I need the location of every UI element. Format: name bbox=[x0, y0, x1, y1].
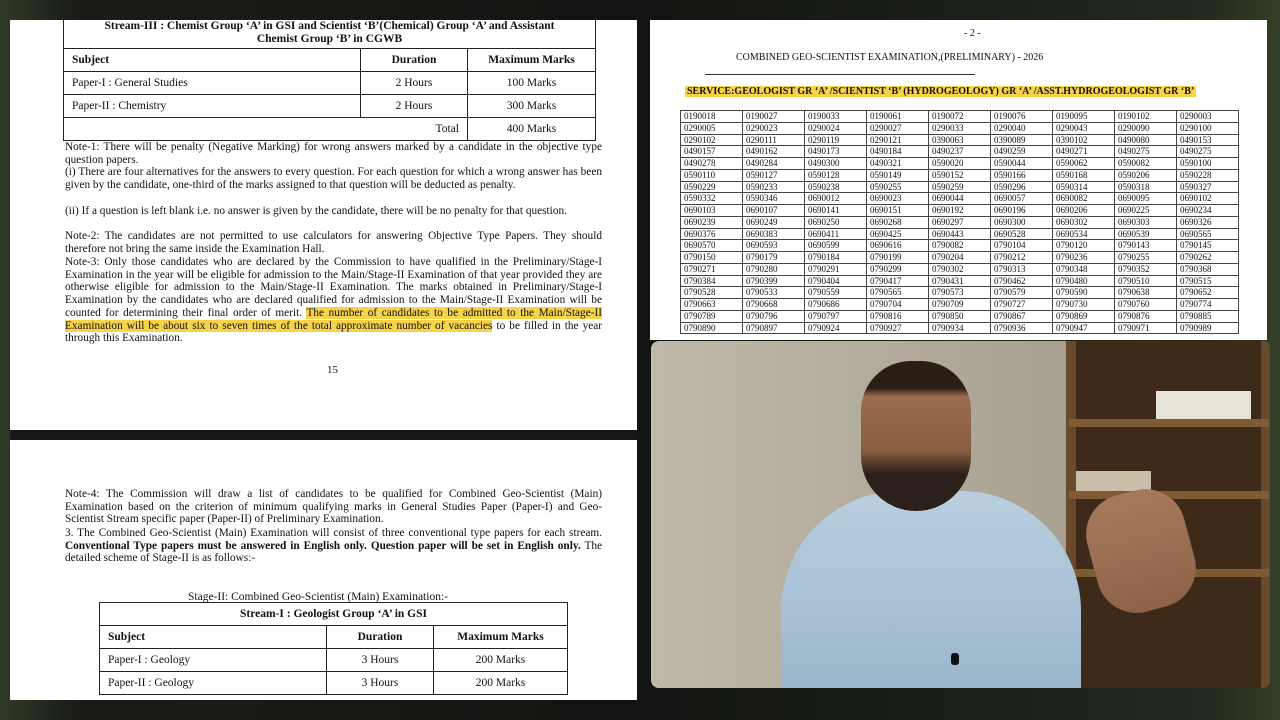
stream3-table bbox=[63, 20, 596, 141]
roll-number-cell: 0690250 bbox=[805, 216, 867, 228]
roll-number-cell: 0490259 bbox=[991, 146, 1053, 158]
roll-number-cell: 0790559 bbox=[805, 287, 867, 299]
roll-number-cell: 0790936 bbox=[991, 322, 1053, 334]
roll-number-cell: 0790876 bbox=[1115, 310, 1177, 322]
point-3 bbox=[65, 527, 602, 565]
roll-number-cell: 0790348 bbox=[1053, 263, 1115, 275]
roll-number-cell: 0790271 bbox=[681, 263, 743, 275]
table-row bbox=[681, 134, 1239, 146]
roll-number-cell: 0590228 bbox=[1177, 169, 1239, 181]
roll-number-cell: 0790515 bbox=[1177, 275, 1239, 287]
marks-cell: 100 Marks bbox=[468, 72, 596, 95]
roll-number-cell: 0790145 bbox=[1177, 240, 1239, 252]
roll-number-cell: 0590296 bbox=[991, 181, 1053, 193]
roll-number-cell: 0790417 bbox=[867, 275, 929, 287]
note-1: Note-1: There will be penalty (Negative Marking) for wrong answers marked by a candidate in the objective type question papers. bbox=[65, 141, 602, 166]
roll-number-cell: 0790789 bbox=[681, 310, 743, 322]
roll-number-cell: 0790760 bbox=[1115, 299, 1177, 311]
roll-number-cell: 0790262 bbox=[1177, 252, 1239, 264]
roll-number-cell: 0790082 bbox=[929, 240, 991, 252]
roll-number-cell: 0290102 bbox=[681, 134, 743, 146]
service-line: SERVICE:GEOLOGIST GR ‘A’ /SCIENTIST ‘B’ (HYDROGEOLOGY) GR ‘A’ /ASST.HYDROGEOLOGIST GR ‘B’ bbox=[687, 86, 1195, 97]
roll-number-cell: 0290027 bbox=[867, 122, 929, 134]
roll-number-cell: 0790774 bbox=[1177, 299, 1239, 311]
roll-number-cell: 0790934 bbox=[929, 322, 991, 334]
roll-number-cell: 0790890 bbox=[681, 322, 743, 334]
roll-number-cell: 0590128 bbox=[805, 169, 867, 181]
roll-number-cell: 0790709 bbox=[929, 299, 991, 311]
table-row bbox=[681, 146, 1239, 158]
roll-number-cell: 0790384 bbox=[681, 275, 743, 287]
duration-cell: 2 Hours bbox=[361, 95, 468, 118]
roll-number-cell: 0790638 bbox=[1115, 287, 1177, 299]
roll-number-cell: 0690534 bbox=[1053, 228, 1115, 240]
roll-number-cell: 0790236 bbox=[1053, 252, 1115, 264]
total-label: Total bbox=[64, 118, 468, 141]
subject-cell: Paper-I : General Studies bbox=[64, 72, 361, 95]
roll-number-cell: 0690565 bbox=[1177, 228, 1239, 240]
title-rule bbox=[705, 74, 975, 75]
roll-number-cell: 0790255 bbox=[1115, 252, 1177, 264]
note-4: Note-4: The Commission will draw a list of candidates to be qualified for Combined Geo-Scientist (Main) Examination based on the criterion of minimum qualifying marks in General Studies Paper (Paper-I) and Geo-Scientist Stream specific paper (Paper-II) of Preliminary Examination. bbox=[65, 488, 602, 526]
roll-number-cell: 0490237 bbox=[929, 146, 991, 158]
stream3-title-line2: Chemist Group ‘B’ in CGWB bbox=[256, 33, 403, 45]
roll-number-cell: 0790104 bbox=[991, 240, 1053, 252]
roll-number-cell: 0690141 bbox=[805, 205, 867, 217]
stream3-title: Stream-III : Chemist Group ‘A’ in GSI and Scientist ‘B’(Chemical) Group ‘A’ and Assistant bbox=[104, 20, 555, 32]
roll-number-cell: 0590238 bbox=[805, 181, 867, 193]
roll-number-cell: 0790399 bbox=[743, 275, 805, 287]
roll-number-cell: 0690268 bbox=[867, 216, 929, 228]
roll-number-cell: 0790686 bbox=[805, 299, 867, 311]
stage2-heading: Stage-II: Combined Geo-Scientist (Main) Examination:- bbox=[188, 591, 448, 603]
roll-number-cell: 0790797 bbox=[805, 310, 867, 322]
roll-number-cell: 0790431 bbox=[929, 275, 991, 287]
page-divider bbox=[10, 430, 637, 440]
roll-number-cell: 0590020 bbox=[929, 158, 991, 170]
roll-number-cell: 0690023 bbox=[867, 193, 929, 205]
roll-number-cell: 0690300 bbox=[991, 216, 1053, 228]
roll-number-cell: 0590062 bbox=[1053, 158, 1115, 170]
roll-number-cell: 0390102 bbox=[1053, 134, 1115, 146]
subject-cell: Paper-II : Chemistry bbox=[64, 95, 361, 118]
presenter-torso bbox=[781, 491, 1081, 688]
roll-number-cell: 0790897 bbox=[743, 322, 805, 334]
total-row bbox=[64, 118, 596, 141]
roll-number-cell: 0790179 bbox=[743, 252, 805, 264]
clip-mic-icon bbox=[951, 653, 959, 665]
header-max-marks: Maximum Marks bbox=[468, 49, 596, 72]
roll-number-cell: 0690302 bbox=[1053, 216, 1115, 228]
roll-number-cell: 0490278 bbox=[681, 158, 743, 170]
roll-number-cell: 0290024 bbox=[805, 122, 867, 134]
roll-number-cell: 0490284 bbox=[743, 158, 805, 170]
point-3-tail: The detailed scheme of Stage-II is as follows:- bbox=[65, 539, 603, 565]
roll-number-cell: 0490162 bbox=[743, 146, 805, 158]
note-2: Note-2: The candidates are not permitted to use calculators for answering Objective Type Papers. They should therefore not bring the same inside the Examination Hall. bbox=[65, 230, 602, 255]
roll-number-cell: 0790816 bbox=[867, 310, 929, 322]
roll-number-cell: 0690411 bbox=[805, 228, 867, 240]
roll-number-cell: 0790199 bbox=[867, 252, 929, 264]
roll-number-cell: 0190027 bbox=[743, 111, 805, 123]
stream3-title-cell bbox=[64, 20, 596, 49]
roll-number-cell: 0590229 bbox=[681, 181, 743, 193]
roll-number-cell: 0690102 bbox=[1177, 193, 1239, 205]
table-row bbox=[681, 158, 1239, 170]
roll-number-cell: 0590127 bbox=[743, 169, 805, 181]
roll-number-cell: 0590082 bbox=[1115, 158, 1177, 170]
roll-number-cell: 0790120 bbox=[1053, 240, 1115, 252]
table-row bbox=[681, 287, 1239, 299]
roll-number-cell: 0690103 bbox=[681, 205, 743, 217]
presenter-head bbox=[861, 361, 971, 511]
table-row bbox=[681, 111, 1239, 123]
duration-cell: 3 Hours bbox=[327, 672, 434, 695]
duration-cell: 3 Hours bbox=[327, 649, 434, 672]
roll-number-cell: 0790404 bbox=[805, 275, 867, 287]
roll-number-cell: 0790204 bbox=[929, 252, 991, 264]
roll-number-cell: 0390063 bbox=[929, 134, 991, 146]
roll-number-cell: 0690151 bbox=[867, 205, 929, 217]
roll-number-cell: 0790590 bbox=[1053, 287, 1115, 299]
roll-number-cell: 0690425 bbox=[867, 228, 929, 240]
roll-number-cell: 0790885 bbox=[1177, 310, 1239, 322]
roll-number-cell: 0790565 bbox=[867, 287, 929, 299]
roll-number-cell: 0690570 bbox=[681, 240, 743, 252]
roll-number-cell: 0190076 bbox=[991, 111, 1053, 123]
roll-number-cell: 0590332 bbox=[681, 193, 743, 205]
roll-number-cell: 0790480 bbox=[1053, 275, 1115, 287]
roll-number-cell: 0690599 bbox=[805, 240, 867, 252]
roll-number-cell: 0790652 bbox=[1177, 287, 1239, 299]
roll-number-cell: 0690196 bbox=[991, 205, 1053, 217]
roll-number-cell: 0790212 bbox=[991, 252, 1053, 264]
roll-number-cell: 0690225 bbox=[1115, 205, 1177, 217]
roll-number-cell: 0790533 bbox=[743, 287, 805, 299]
roll-number-cell: 0590327 bbox=[1177, 181, 1239, 193]
roll-number-cell: 0190033 bbox=[805, 111, 867, 123]
roll-number-cell: 0590166 bbox=[991, 169, 1053, 181]
roll-number-cell: 0190018 bbox=[681, 111, 743, 123]
table-row bbox=[681, 252, 1239, 264]
roll-number-cell: 0290121 bbox=[867, 134, 929, 146]
header-max-marks: Maximum Marks bbox=[434, 626, 568, 649]
roll-number-cell: 0790668 bbox=[743, 299, 805, 311]
table-row bbox=[100, 672, 568, 695]
roll-number-cell: 0290043 bbox=[1053, 122, 1115, 134]
roll-number-cell: 0790299 bbox=[867, 263, 929, 275]
note-1-i: (i) There are four alternatives for the answers to every question. For each question for which a wrong answer has been given by the candidate, one-third of the marks assigned to that question will be deducted as penalty. bbox=[65, 166, 602, 191]
subject-cell: Paper-II : Geology bbox=[100, 672, 327, 695]
roll-number-cell: 0790291 bbox=[805, 263, 867, 275]
header-duration: Duration bbox=[361, 49, 468, 72]
page-number: 15 bbox=[327, 364, 338, 376]
shelf bbox=[1069, 419, 1269, 427]
roll-number-cell: 0490157 bbox=[681, 146, 743, 158]
roll-number-cell: 0790184 bbox=[805, 252, 867, 264]
roll-number-cell: 0790573 bbox=[929, 287, 991, 299]
presenter-webcam bbox=[651, 341, 1270, 688]
note-3 bbox=[65, 256, 602, 345]
roll-number-cell: 0790510 bbox=[1115, 275, 1177, 287]
note-3-tail: to be filled in the year through this Examination. bbox=[65, 319, 603, 345]
roll-number-table bbox=[680, 110, 1239, 334]
table-row bbox=[100, 649, 568, 672]
roll-number-cell: 0590346 bbox=[743, 193, 805, 205]
roll-number-cell: 0790989 bbox=[1177, 322, 1239, 334]
roll-number-cell: 0790462 bbox=[991, 275, 1053, 287]
roll-number-cell: 0790143 bbox=[1115, 240, 1177, 252]
roll-number-cell: 0790579 bbox=[991, 287, 1053, 299]
table-row bbox=[681, 240, 1239, 252]
roll-number-cell: 0690239 bbox=[681, 216, 743, 228]
table-row bbox=[681, 322, 1239, 334]
roll-number-cell: 0790927 bbox=[867, 322, 929, 334]
note-1-ii: (ii) If a question is left blank i.e. no answer is given by the candidate, there will be no penalty for that question. bbox=[65, 205, 567, 217]
table-row bbox=[681, 205, 1239, 217]
result-list-page bbox=[650, 20, 1267, 340]
header-duration: Duration bbox=[327, 626, 434, 649]
table-row bbox=[681, 310, 1239, 322]
duration-cell: 2 Hours bbox=[361, 72, 468, 95]
roll-number-cell: 0790796 bbox=[743, 310, 805, 322]
roll-number-cell: 0690095 bbox=[1115, 193, 1177, 205]
roll-number-cell: 0690326 bbox=[1177, 216, 1239, 228]
roll-number-cell: 0790971 bbox=[1115, 322, 1177, 334]
roll-number-cell: 0590255 bbox=[867, 181, 929, 193]
note-3-text: Note-3: Only those candidates who are declared by the Commission to have qualified in the Preliminary/Stage-I Examination in the year will be eligible for admission to the Main/Stage-II Examination of that year provided they are otherwise eligible for admission to the Main/Stage-II Examination. The marks obtained in Preliminary/Stage-I Examination by the candidates who are declared qualified for admission to the Main/Stage-II Examination will be counted for determining their final order of merit. bbox=[65, 256, 602, 319]
total-value: 400 Marks bbox=[468, 118, 596, 141]
roll-number-cell: 0790850 bbox=[929, 310, 991, 322]
exam-title: COMBINED GEO-SCIENTIST EXAMINATION,(PRELIMINARY) - 2026 bbox=[736, 52, 1044, 63]
roll-number-cell: 0790280 bbox=[743, 263, 805, 275]
roll-number-cell: 0790368 bbox=[1177, 263, 1239, 275]
roll-number-cell: 0190072 bbox=[929, 111, 991, 123]
roll-number-cell: 0590314 bbox=[1053, 181, 1115, 193]
roll-number-cell: 0190061 bbox=[867, 111, 929, 123]
roll-number-cell: 0490275 bbox=[1115, 146, 1177, 158]
page-marker: - 2 - bbox=[964, 28, 981, 39]
roll-number-cell: 0590152 bbox=[929, 169, 991, 181]
header-subject: Subject bbox=[100, 626, 327, 649]
roll-number-cell: 0590100 bbox=[1177, 158, 1239, 170]
roll-number-cell: 0590044 bbox=[991, 158, 1053, 170]
roll-number-cell: 0490300 bbox=[805, 158, 867, 170]
roll-number-cell: 0790704 bbox=[867, 299, 929, 311]
roll-number-cell: 0490271 bbox=[1053, 146, 1115, 158]
roll-number-cell: 0690192 bbox=[929, 205, 991, 217]
roll-number-cell: 0490173 bbox=[805, 146, 867, 158]
table-row bbox=[64, 95, 596, 118]
roll-number-cell: 0590206 bbox=[1115, 169, 1177, 181]
table-row bbox=[681, 122, 1239, 134]
roll-number-cell: 0790302 bbox=[929, 263, 991, 275]
roll-number-cell: 0590259 bbox=[929, 181, 991, 193]
roll-number-cell: 0790947 bbox=[1053, 322, 1115, 334]
stream1-title: Stream-I : Geologist Group ‘A’ in GSI bbox=[100, 603, 568, 626]
roll-number-cell: 0690082 bbox=[1053, 193, 1115, 205]
roll-number-cell: 0490275 bbox=[1177, 146, 1239, 158]
roll-number-cell: 0690443 bbox=[929, 228, 991, 240]
roll-number-cell: 0690593 bbox=[743, 240, 805, 252]
roll-number-cell: 0690249 bbox=[743, 216, 805, 228]
roll-number-cell: 0690057 bbox=[991, 193, 1053, 205]
roll-number-cell: 0290119 bbox=[805, 134, 867, 146]
table-row bbox=[681, 275, 1239, 287]
roll-number-cell: 0290023 bbox=[743, 122, 805, 134]
books bbox=[1076, 471, 1151, 491]
table-row bbox=[64, 72, 596, 95]
point-3-text: 3. The Combined Geo-Scientist (Main) Examination will consist of three conventional type papers for each stream. bbox=[65, 527, 602, 539]
roll-number-cell: 0490080 bbox=[1115, 134, 1177, 146]
books bbox=[1156, 391, 1251, 419]
roll-number-cell: 0790924 bbox=[805, 322, 867, 334]
roll-number-cell: 0590110 bbox=[681, 169, 743, 181]
roll-number-cell: 0690012 bbox=[805, 193, 867, 205]
table-row bbox=[681, 263, 1239, 275]
roll-number-cell: 0790869 bbox=[1053, 310, 1115, 322]
roll-number-cell: 0790352 bbox=[1115, 263, 1177, 275]
roll-number-cell: 0290005 bbox=[681, 122, 743, 134]
document-page-bottom bbox=[10, 440, 637, 700]
table-row bbox=[681, 228, 1239, 240]
roll-number-cell: 0690206 bbox=[1053, 205, 1115, 217]
roll-number-cell: 0490321 bbox=[867, 158, 929, 170]
roll-number-cell: 0690107 bbox=[743, 205, 805, 217]
roll-number-cell: 0690044 bbox=[929, 193, 991, 205]
table-row bbox=[681, 169, 1239, 181]
roll-number-cell: 0790730 bbox=[1053, 299, 1115, 311]
roll-number-cell: 0390089 bbox=[991, 134, 1053, 146]
marks-cell: 200 Marks bbox=[434, 649, 568, 672]
table-row bbox=[681, 216, 1239, 228]
roll-number-cell: 0790727 bbox=[991, 299, 1053, 311]
roll-number-cell: 0690539 bbox=[1115, 228, 1177, 240]
document-page-top bbox=[10, 20, 637, 430]
roll-number-cell: 0290100 bbox=[1177, 122, 1239, 134]
roll-number-cell: 0790663 bbox=[681, 299, 743, 311]
roll-number-cell: 0790313 bbox=[991, 263, 1053, 275]
subject-cell: Paper-I : Geology bbox=[100, 649, 327, 672]
roll-number-cell: 0690297 bbox=[929, 216, 991, 228]
roll-number-cell: 0290033 bbox=[929, 122, 991, 134]
roll-number-cell: 0690234 bbox=[1177, 205, 1239, 217]
point-3-bold: Conventional Type papers must be answered in English only. Question paper will be set in English only. bbox=[65, 539, 581, 552]
table-row bbox=[681, 181, 1239, 193]
stream1-table bbox=[99, 602, 568, 695]
roll-number-cell: 0290003 bbox=[1177, 111, 1239, 123]
header-subject: Subject bbox=[64, 49, 361, 72]
roll-number-cell: 0590233 bbox=[743, 181, 805, 193]
roll-number-cell: 0690616 bbox=[867, 240, 929, 252]
roll-number-cell: 0690303 bbox=[1115, 216, 1177, 228]
roll-number-cell: 0690528 bbox=[991, 228, 1053, 240]
roll-number-cell: 0590149 bbox=[867, 169, 929, 181]
roll-number-cell: 0190095 bbox=[1053, 111, 1115, 123]
roll-number-cell: 0790528 bbox=[681, 287, 743, 299]
roll-number-cell: 0690376 bbox=[681, 228, 743, 240]
table-row bbox=[681, 193, 1239, 205]
marks-cell: 300 Marks bbox=[468, 95, 596, 118]
roll-number-cell: 0590168 bbox=[1053, 169, 1115, 181]
marks-cell: 200 Marks bbox=[434, 672, 568, 695]
roll-number-cell: 0690383 bbox=[743, 228, 805, 240]
roll-number-cell: 0490184 bbox=[867, 146, 929, 158]
roll-number-cell: 0590318 bbox=[1115, 181, 1177, 193]
roll-number-cell: 0290090 bbox=[1115, 122, 1177, 134]
note-3-highlight: The number of candidates to be admitted to the Main/Stage-II Examination will be about six to seven times of the total approximate number of vacancies bbox=[65, 306, 602, 332]
table-row bbox=[681, 299, 1239, 311]
roll-number-cell: 0790867 bbox=[991, 310, 1053, 322]
roll-number-cell: 0190102 bbox=[1115, 111, 1177, 123]
roll-number-cell: 0790150 bbox=[681, 252, 743, 264]
roll-number-cell: 0490153 bbox=[1177, 134, 1239, 146]
roll-number-cell: 0290040 bbox=[991, 122, 1053, 134]
roll-number-cell: 0290111 bbox=[743, 134, 805, 146]
